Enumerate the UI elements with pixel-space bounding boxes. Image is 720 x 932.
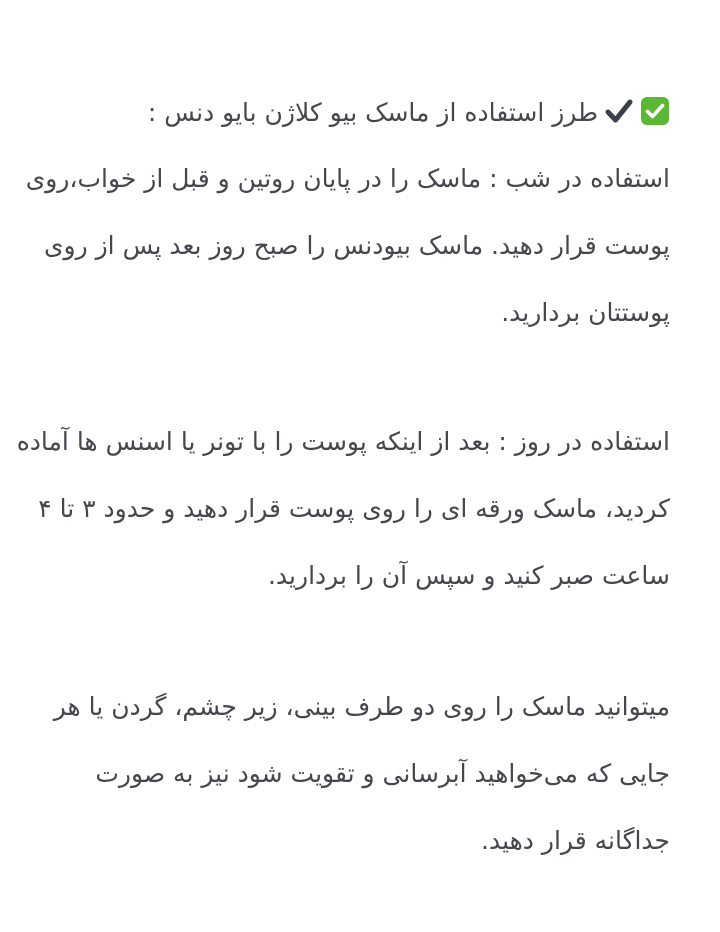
paragraph-3-line-3: جداگانه قرار دهید. [481, 826, 670, 855]
heading-text: طرز استفاده از ماسک بیو کلاژن بایو دنس : [147, 98, 598, 127]
paragraph-3-line-1: میتوانید ماسک را روی دو طرف بینی، زیر چشم، گردن یا هر [53, 692, 670, 721]
check-box-icon [640, 96, 670, 126]
paragraph-2-line-3: ساعت صبر کنید و سپس آن را بردارید. [267, 561, 670, 590]
paragraph-2-line-1: استفاده در روز : بعد از اینکه پوست را با تونر یا اسنس ها آماده [16, 427, 670, 456]
paragraph-1-line-1: استفاده در شب : ماسک را در پایان روتین و قبل از خواب،روی [25, 164, 670, 193]
heading-line [50, 96, 670, 130]
paragraph-2-line-2: کردید، ماسک ورقه ای را روی پوست قرار دهید و حدود ۳ تا ۴ [38, 494, 670, 523]
paragraph-3-line-2: جایی که می‌خواهید آبرسانی و تقویت شود نیز به صورت [95, 759, 670, 788]
paragraph-1-line-3: پوستتان بردارید. [501, 298, 670, 327]
paragraph-1-line-2: پوست قرار دهید. ماسک بیودنس را صبح روز بعد پس از روی [43, 231, 670, 260]
check-mark-icon [604, 96, 634, 126]
